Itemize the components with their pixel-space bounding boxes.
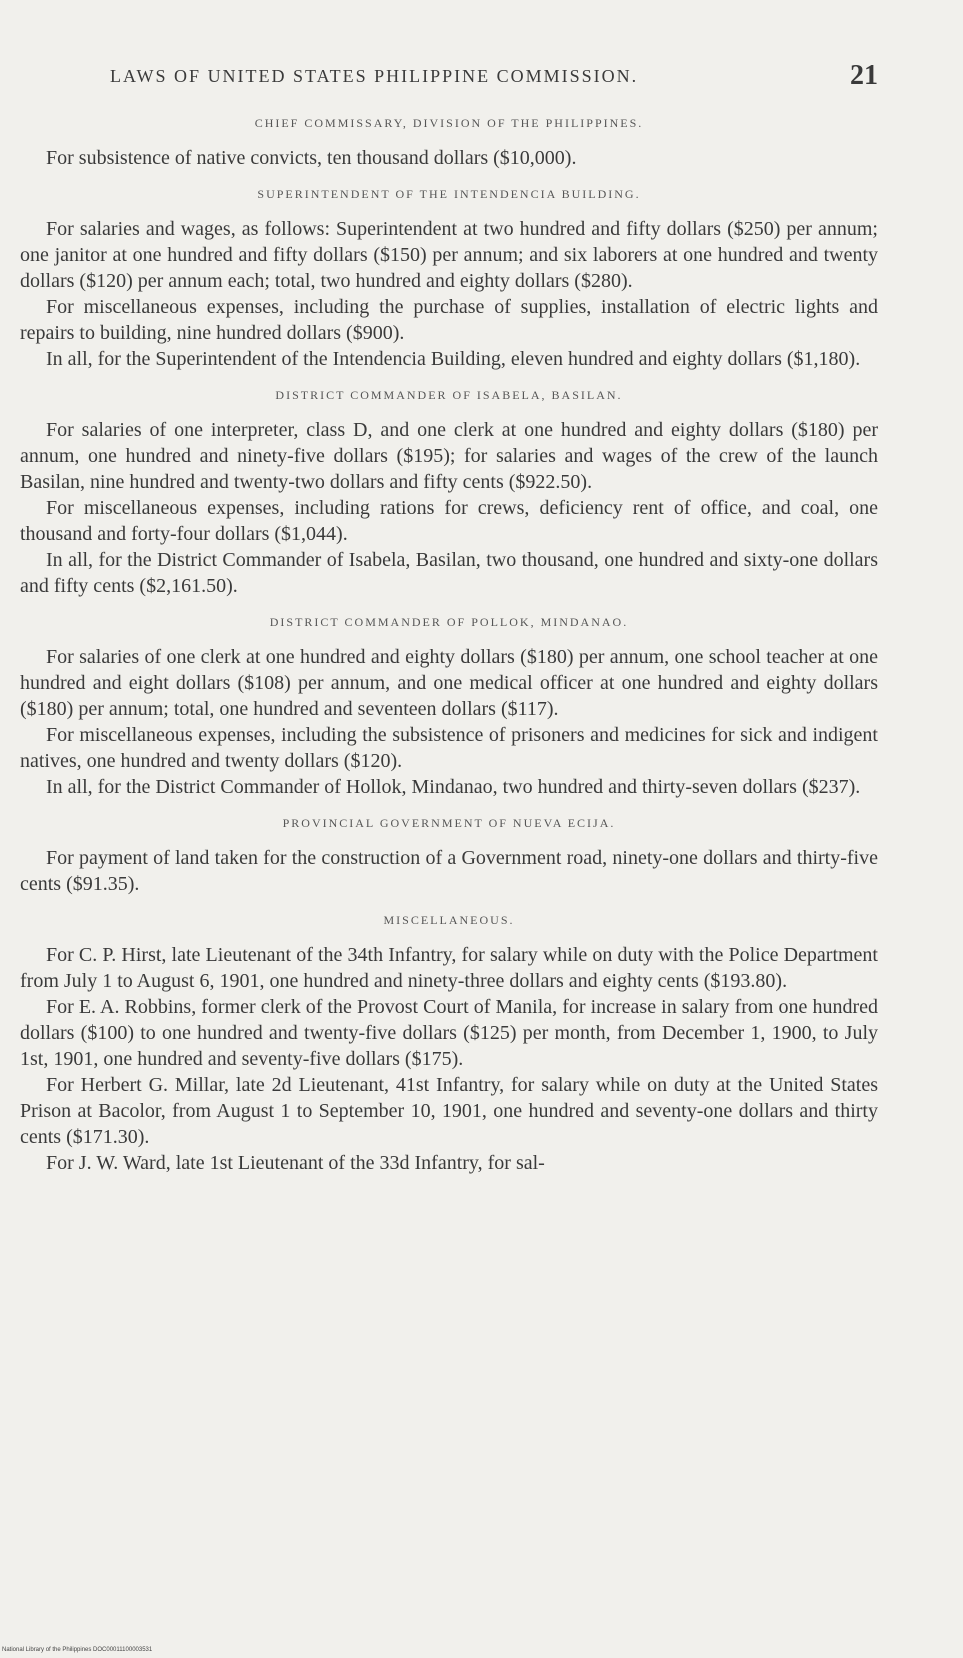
paragraph: For miscellaneous expenses, including rations for crews, deficiency rent of office, and coal, one thousand and forty-four dollars ($1,044).: [20, 497, 878, 545]
section-heading: DISTRICT COMMANDER OF ISABELA, BASILAN.: [275, 388, 623, 402]
running-title: LAWS OF UNITED STATES PHILIPPINE COMMISSION.: [110, 66, 639, 86]
document-page: [20, 60, 878, 1176]
section-heading: MISCELLANEOUS.: [383, 913, 515, 927]
running-header: [20, 60, 878, 100]
paragraph: For Herbert G. Millar, late 2d Lieutenant, 41st Infantry, for salary while on duty at the United States Prison at Bacolor, from August 1 to September 10, 1901, one hundred and seventy-one dollars and thirty cents ($171.30).: [20, 1074, 878, 1148]
section-heading: PROVINCIAL GOVERNMENT OF NUEVA ECIJA.: [282, 816, 616, 830]
paragraph: For salaries and wages, as follows: Superintendent at two hundred and fifty dollars ($250) per annum; one janitor at one hundred and fifty dollars ($150) per annum; and six laborers at one hundred and twenty dollars ($120) per annum each; total, two hundred and eighty dollars ($280).: [20, 218, 878, 292]
paragraph: For payment of land taken for the construction of a Government road, ninety-one dollars and thirty-five cents ($91.35).: [20, 847, 878, 895]
section-nueva-ecija: [20, 816, 878, 897]
paragraph: For miscellaneous expenses, including the purchase of supplies, installation of electric lights and repairs to building, nine hundred dollars ($900).: [20, 296, 878, 344]
paragraph: For subsistence of native convicts, ten thousand dollars ($10,000).: [46, 147, 577, 169]
section-heading: SUPERINTENDENT OF THE INTENDENCIA BUILDING.: [257, 187, 641, 201]
section-chief-commissary: [20, 116, 878, 171]
section-isabela-basilan: [20, 388, 878, 599]
paragraph: For salaries of one clerk at one hundred and eighty dollars ($180) per annum, one school teacher at one hundred and eight dollars ($108) per annum, and one medical officer at one hundred and eighty dollars ($180) per annum; total, one hundred and seventeen dollars ($117).: [20, 646, 878, 720]
paragraph: For salaries of one interpreter, class D, and one clerk at one hundred and eighty dollars ($180) per annum, one hundred and ninety-five dollars ($195); for salaries and wages of the crew of the launch Basilan, nine hundred and twenty-two dollars and fifty cents ($922.50).: [20, 419, 878, 493]
paragraph: For C. P. Hirst, late Lieutenant of the 34th Infantry, for salary while on duty with the Police Department from July 1 to August 6, 1901, one hundred and ninety-three dollars and eighty cents ($193.80).: [20, 944, 878, 992]
paragraph: In all, for the District Commander of Isabela, Basilan, two thousand, one hundred and sixty-one dollars and fifty cents ($2,161.50).: [20, 549, 878, 597]
section-heading: CHIEF COMMISSARY, DIVISION OF THE PHILIPPINES.: [254, 116, 644, 130]
page-number: 21: [850, 60, 878, 91]
paragraph: For J. W. Ward, late 1st Lieutenant of the 33d Infantry, for sal-: [46, 1152, 545, 1174]
scan-source-footer: National Library of the Philippines DOC00011100003531: [2, 1647, 153, 1653]
paragraph: For miscellaneous expenses, including the subsistence of prisoners and medicines for sick and indigent natives, one hundred and twenty dollars ($120).: [20, 724, 878, 772]
paragraph: In all, for the District Commander of Hollok, Mindanao, two hundred and thirty-seven dollars ($237).: [46, 776, 861, 798]
section-pollok-mindanao: [20, 615, 878, 800]
section-heading: DISTRICT COMMANDER OF POLLOK, MINDANAO.: [269, 615, 629, 629]
paragraph: For E. A. Robbins, former clerk of the Provost Court of Manila, for increase in salary from one hundred dollars ($100) to one hundred and twenty-five dollars ($125) per month, from December 1, 1900, to July 1st, 1901, one hundred and seventy-five dollars ($175).: [20, 996, 878, 1070]
section-miscellaneous: [20, 913, 878, 1176]
section-intendencia-building: [20, 187, 878, 372]
paragraph: In all, for the Superintendent of the Intendencia Building, eleven hundred and eighty dollars ($1,180).: [46, 348, 861, 370]
